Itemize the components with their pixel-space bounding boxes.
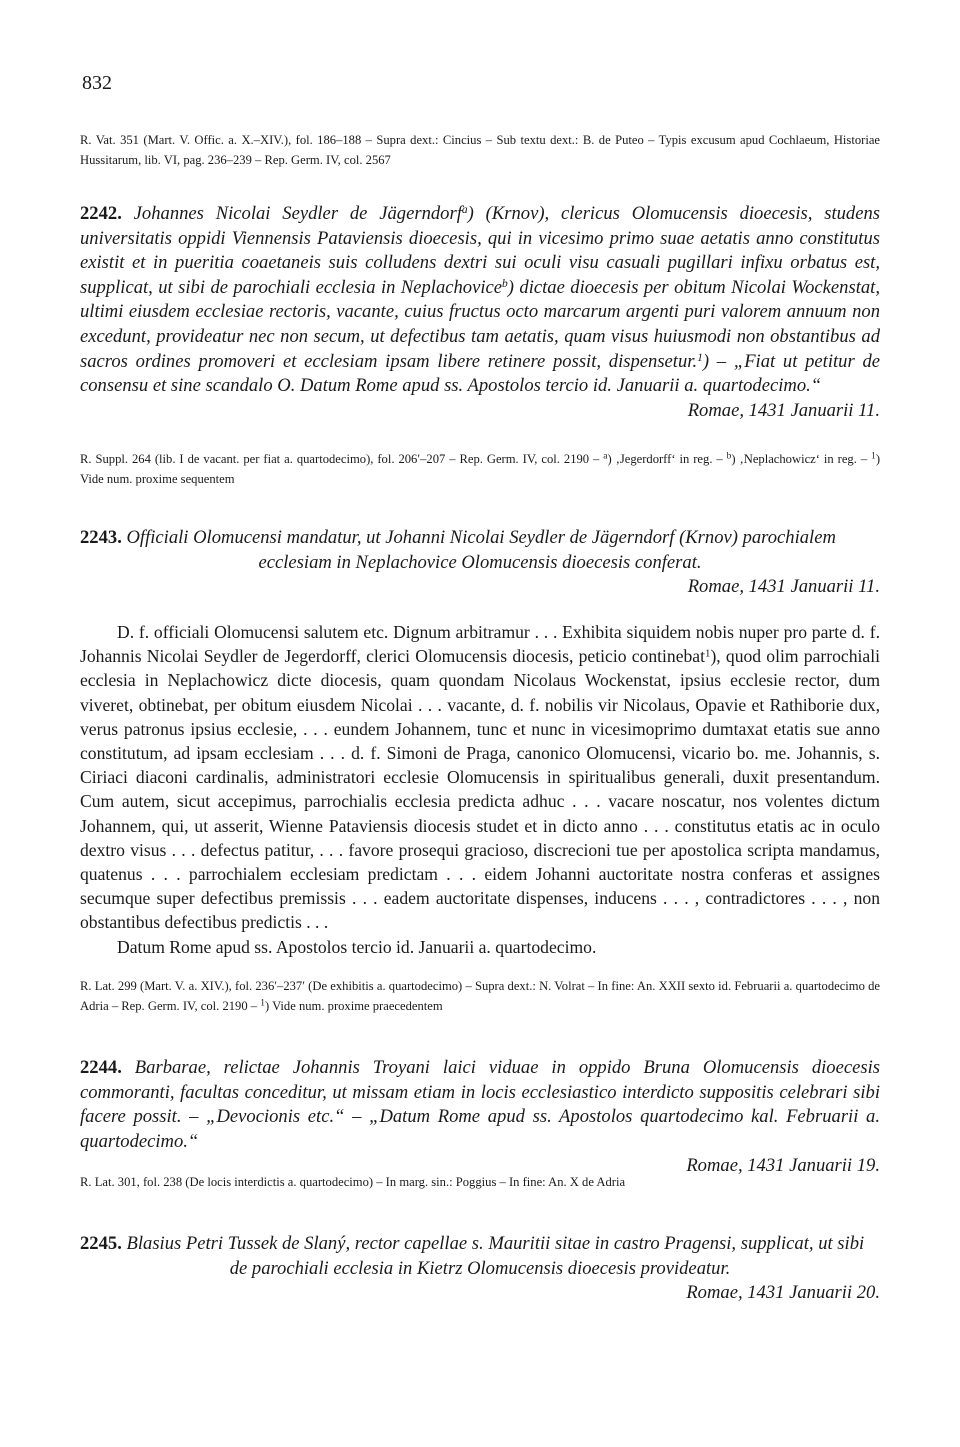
page-number: 832: [82, 72, 112, 94]
entry-2244-reference: R. Lat. 301, fol. 238 (De locis interdictis a. quartodecimo) – In marg. sin.: Poggius – In fine: An. X de Adria: [80, 1175, 626, 1189]
footnote-mark: b: [726, 451, 732, 462]
entry-2243-number: 2243.: [80, 527, 122, 548]
entry-2242-text-a: Johannes Nicolai Seydler de Jägerndorf: [133, 203, 462, 224]
entry-2244-number: 2244.: [80, 1057, 122, 1078]
entry-2243-regest: [80, 526, 880, 575]
entry-2243-date: Romae, 1431 Januarii 11.: [687, 576, 880, 598]
footnote-mark: a: [461, 204, 468, 217]
entry-2242-regest: [80, 202, 880, 399]
entry-2242-text-b: ) (Krnov), clericus Olomucensis dioecesis, studens universitatis oppidi Viennensis Pataviensis dioecesis, qui in vicesimo primo suae aetatis anno constitutus existit et in pueritia coaetaneis suis colludens dextri sui oculi visu casuali pugillari infixu orbatus est, supplicat, ut sibi de parochiali ecclesia in Neplachovice: [80, 203, 880, 298]
entry-2243-letter-b: ), quod olim parrochiali ecclesia in Neplachowicz dicte diocesis, quam quondam Nicolaus Wockenstat, ipsius ecclesie rector, dum viveret, obtinebat, per obitum eiusdem Nicolai . . . vacante, d. f. nobilis vir Nicolaus, Opavie et Rathiborie dux, verus patronus ipsius ecclesie, . . . eundem Johannem, tunc et nunc in vicesimoprimo dumtaxat etatis sue anno constitutum, ad ipsam ecclesiam . . . d. f. Simoni de Praga, canonico Olomucensi, vicario bo. me. Johannis, s. Ciriaci diaconi cardinalis, administratori ecclesie Olomucensis in spiritualibus generali, duxit presentandum. Cum autem, sicut accepimus, parrochialis ecclesia predicta adhuc . . . vacare noscatur, nos volentes dictum Johannem, qui, ut asserit, Wienne Pataviensis diocesis studet et in dicto anno . . . constitutus etatis ac in oculo dextro visus . . . defectus patitur, . . . favore prosequi gracioso, discrecioni tue per apostolica scripta mandamus, quatenus . . . parrochialem ecclesiam predictam . . . eidem Johanni auctoritate nostra conferas et assignes secumque super defectibus premissis . . . eadem auctoritate dispenses, inducens . . . , contradictores . . . , non obstantibus defectibus predictis . . .: [80, 646, 880, 933]
entry-2245: [80, 1232, 880, 1306]
entry-2242-ref-c: ) ‚Neplachowicz‘ in reg. –: [731, 452, 872, 466]
entry-2242-reference: [80, 449, 880, 489]
entry-2243-reference: [80, 976, 880, 1016]
entry-2242-number: 2242.: [80, 203, 122, 224]
footnote-mark: b: [502, 278, 508, 291]
entry-2245-line-1: Blasius Petri Tussek de Slaný, rector capellae s. Mauritii sitae in castro Pragensi, supplicat, ut sibi: [126, 1233, 865, 1254]
entry-2243-line-1: Officiali Olomucensi mandatur, ut Johanni Nicolai Seydler de Jägerndorf (Krnov) parochialem: [126, 527, 836, 548]
entry-2242-ref-b: ) ‚Jegerdorff‘ in reg. –: [607, 452, 727, 466]
entry-2243: [80, 526, 880, 600]
entry-2245-regest: [80, 1232, 880, 1281]
footnote-mark: 1: [260, 998, 265, 1009]
entry-2243-datum: Datum Rome apud ss. Apostolos tercio id. Januarii a. quartodecimo.: [117, 936, 597, 957]
entry-2242-text-d: ) – „Fiat ut petitur de consensu et sine scandalo O. Datum Rome apud ss. Apostolos tercio id. Januarii a. quartodecimo.“: [80, 350, 881, 397]
entry-2243-line-2: ecclesiam in Neplachovice Olomucensis dioecesis conferat.: [258, 551, 702, 573]
footnote-mark: 1: [871, 451, 876, 462]
entry-2245-number: 2245.: [80, 1233, 122, 1254]
footnote-mark: 1: [697, 351, 703, 364]
entry-2245-date: Romae, 1431 Januarii 20.: [686, 1282, 880, 1304]
footnote-mark: a: [603, 451, 608, 462]
entry-2244-date: Romae, 1431 Januarii 19.: [686, 1155, 880, 1177]
entry-2243-letter-a: D. f. officiali Olomucensi salutem etc. Dignum arbitramur . . . Exhibita siquidem nobis nuper pro parte d. f. Johannis Nicolai Seydler de Jegerdorff, clerici Olomucensis diocesis, peticio continebat: [80, 622, 880, 667]
entry-2245-line-2: de parochiali ecclesia in Kietrz Olomucensis dioecesis provideatur.: [229, 1257, 731, 1279]
entry-2242-date: Romae, 1431 Januarii 11.: [687, 399, 880, 421]
entry-2243-ref-b: ) Vide num. proxime praecedentem: [264, 999, 443, 1013]
footnote-mark: 1: [705, 647, 711, 660]
entry-2244: [80, 1056, 880, 1179]
entry-2243-ref-a: R. Lat. 299 (Mart. V. a. XIV.), fol. 236′–237′ (De exhibitis a. quartodecimo) – Supra dext.: N. Volrat – In fine: An. XXII sexto id. Februarii a. quartodecimo de Adria – Rep. Germ. IV, col. 2190 –: [80, 979, 880, 1013]
entry-2242-text-c: ) dictae dioecesis per obitum Nicolai Wockenstat, ultimi eiusdem ecclesiae rectoris, vacante, cuius fructus octo marcarum argenti puri valorem annuum non excedunt, provideatur nec non secum, ut defectibus tam aetatis, quam visus huiusmodi non obstantibus ad sacros ordines promoveri et ecclesiam ipsam libere retinere possit, dispensetur.: [80, 276, 880, 372]
entry-2242: [80, 202, 880, 423]
entry-2242-ref-a: R. Suppl. 264 (lib. I de vacant. per fiat a. quartodecimo), fol. 206′–207 – Rep. Germ. IV, col. 2190 –: [80, 452, 604, 466]
entry-2241-reference: R. Vat. 351 (Mart. V. Offic. a. X.–XIV.), fol. 186–188 – Supra dext.: Cincius – Sub textu dext.: B. de Puteo – Typis excusum apud Cochlaeum, Historiae Hussitarum, lib. VI, pag. 236–239 – Rep. Germ. IV, col. 2567: [80, 133, 880, 167]
entry-2242-ref-d: ) Vide num. proxime sequentem: [80, 452, 881, 486]
entry-2243-letter: [80, 620, 880, 959]
entry-2244-text: Barbarae, relictae Johannis Troyani laici viduae in oppido Bruna Olomucensis dioecesis commoranti, facultas conceditur, ut missam etiam in locis ecclesiastico interdicto suppositis celebrari sibi facere possit. – „Devocionis etc.“ – „Datum Rome apud ss. Apostolos quartodecimo kal. Februarii a. quartodecimo.“: [80, 1057, 880, 1152]
entry-2244-regest: [80, 1056, 880, 1154]
entry-2243-letter-body: [80, 620, 880, 935]
